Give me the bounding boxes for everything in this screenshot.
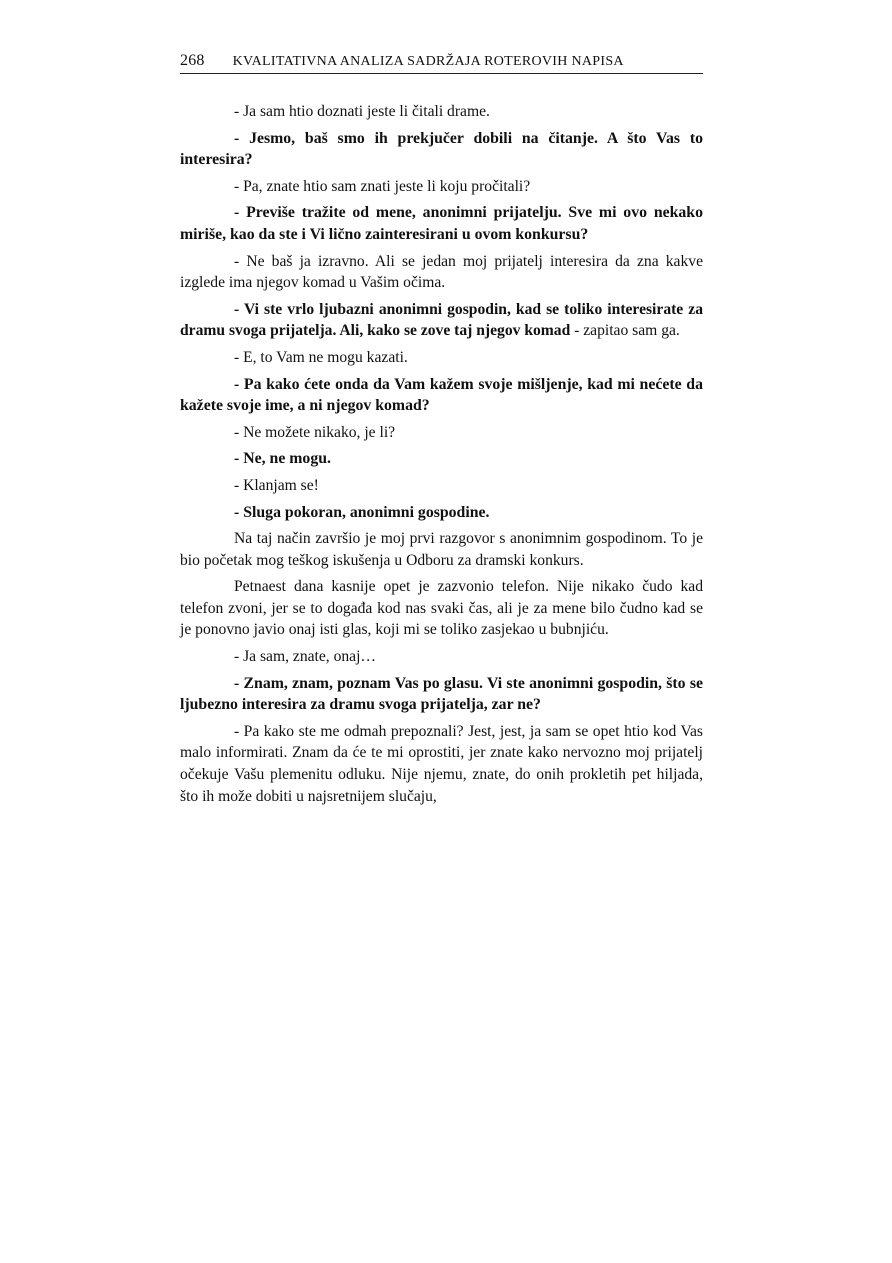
paragraph: - Ja sam, znate, onaj… xyxy=(234,648,377,666)
paragraph: - Jesmo, baš smo ih prekjučer dobili na čitanje. A što Vas to interesira? xyxy=(180,129,703,169)
body-text xyxy=(180,101,703,807)
paragraph: Na taj način završio je moj prvi razgovor s anonimnim gospodinom. To je bio početak mog teškog iskušenja u Odboru za dramski konkurs. xyxy=(180,530,703,569)
running-header xyxy=(180,52,703,74)
document-page xyxy=(180,52,703,812)
paragraph: - Pa kako ćete onda da Vam kažem svoje mišljenje, kad mi nećete da kažete svoje ime, a ni njegov komad? xyxy=(180,375,703,415)
paragraph: - Ne, ne mogu. xyxy=(234,450,331,468)
paragraph xyxy=(180,299,703,342)
paragraph: - E, to Vam ne mogu kazati. xyxy=(234,348,408,366)
paragraph: - Ja sam htio doznati jeste li čitali drame. xyxy=(234,103,490,120)
paragraph-bold-run: - Vi ste vrlo ljubazni anonimni gospodin, kad se toliko interesirate za dramu svoga prijatelja. Ali, kako se zove taj njegov komad xyxy=(180,300,703,340)
paragraph: - Ne možete nikako, je li? xyxy=(234,423,396,441)
paragraph: - Ne baš ja izravno. Ali se jedan moj prijatelj interesira da zna kakve izglede ima njegov komad u Vašim očima. xyxy=(180,252,703,292)
paragraph: Petnaest dana kasnije opet je zazvonio telefon. Nije nikako čudo kad telefon zvoni, jer se to događa kod nas svaki čas, ali je za mene bilo čudno kad se je ponovno javio onaj isti glas, koji mi se toliko zasjekao u bubnjiću. xyxy=(180,578,703,639)
paragraph: - Pa kako ste me odmah prepoznali? Jest, jest, ja sam se opet htio kod Vas malo informirati. Znam da će te mi oprostiti, jer znate kako nervozno moj prijatelj očekuje Vašu plemenitu odluku. Nije njemu, znate, do onih prokletih pet hiljada, što ih može dobiti u najsretnijem slučaju, xyxy=(180,722,703,805)
paragraph: - Klanjam se! xyxy=(234,476,319,494)
paragraph-normal-run: - zapitao sam ga. xyxy=(570,322,680,340)
running-title: KVALITATIVNA ANALIZA SADRŽAJA ROTEROVIH NAPISA xyxy=(232,54,624,69)
paragraph: - Previše tražite od mene, anonimni prijatelju. Sve mi ovo nekako miriše, kao da ste i Vi lično zainteresirani u ovom konkursu? xyxy=(180,204,703,243)
page-number: 268 xyxy=(180,52,205,69)
paragraph: - Pa, znate htio sam znati jeste li koju pročitali? xyxy=(234,177,531,195)
paragraph: - Sluga pokoran, anonimni gospodine. xyxy=(234,503,490,521)
paragraph: - Znam, znam, poznam Vas po glasu. Vi ste anonimni gospodin, što se ljubezno interesira za dramu svoga prijatelja, zar ne? xyxy=(180,674,703,714)
